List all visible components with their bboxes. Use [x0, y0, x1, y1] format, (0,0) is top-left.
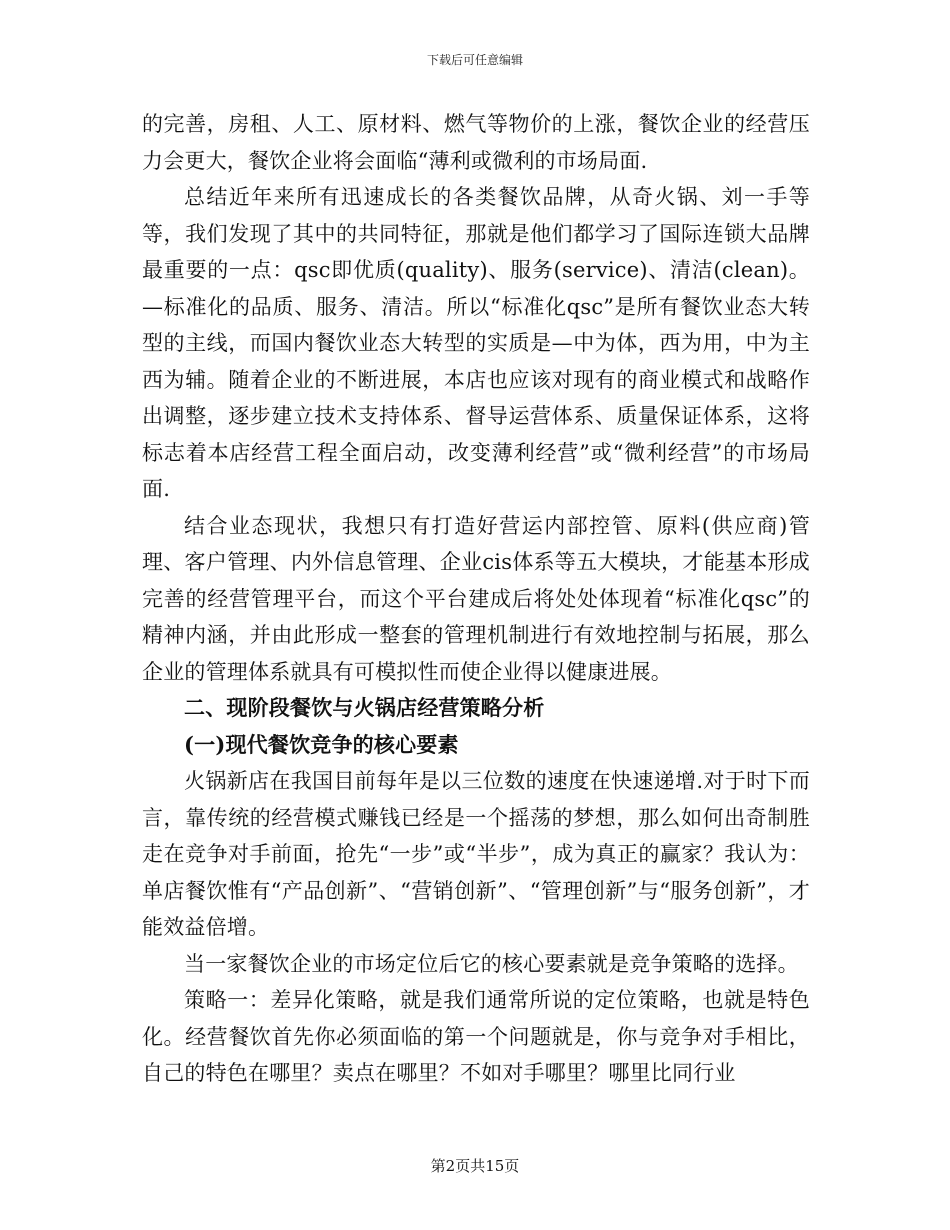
paragraph-4: 火锅新店在我国目前每年是以三位数的速度在快速递增.对于时下而言，靠传统的经营模式赚钱已经是一个摇荡的梦想，那么如何出奇制胜走在竞争对手前面，抢先“一步”或“半步”，成为真正的赢家？我认为：单店餐饮惟有“产品创新”、“营销创新”、“管理创新”与“服务创新”，才能效益倍增。	[142, 769, 810, 939]
section-heading: 二、现阶段餐饮与火锅店经营策略分析	[184, 695, 545, 720]
page-header: 下载后可任意编辑	[426, 53, 523, 67]
paragraph-6: 策略一：差异化策略，就是我们通常所说的定位策略，也就是特色化。经营餐饮首先你必须面临的第一个问题就是，你与竞争对手相比，自己的特色在哪里？卖点在哪里？不如对手哪里？哪里比同行业	[142, 988, 810, 1085]
document-body	[142, 106, 810, 1092]
page-footer: 第2页共15页	[430, 1157, 520, 1175]
paragraph-5: 当一家餐饮企业的市场定位后它的核心要素就是竞争策略的选择。	[184, 951, 799, 976]
paragraph-1: 的完善，房租、人工、原材料、燃气等物价的上涨，餐饮企业的经营压力会更大，餐饮企业将会面临“薄利或微利的市场局面.	[142, 112, 810, 173]
paragraph-2: 总结近年来所有迅速成长的各类餐饮品牌，从奇火锅、刘一手等等，我们发现了其中的共同特征，那就是他们都学习了国际连锁大品牌最重要的一点：qsc即优质(quality)、服务(service)、清洁(clean)。—标准化的品质、服务、清洁。所以“标准化qsc”是所有餐饮业态大转型的主线，而国内餐饮业态大转型的实质是—中为体，西为用，中为主西为辅。随着企业的不断进展，本店也应该对现有的商业模式和战略作出调整，逐步建立技术支持体系、督导运营体系、质量保证体系，这将标志着本店经营工程全面启动，改变薄利经营”或“微利经营”的市场局面.	[142, 185, 810, 501]
paragraph-3: 结合业态现状，我想只有打造好营运内部控管、原料(供应商)管理、客户管理、内外信息管理、企业cis体系等五大模块，才能基本形成完善的经营管理平台，而这个平台建成后将处处体现着“标准化qsc”的精神内涵，并由此形成一整套的管理机制进行有效地控制与拓展，那么企业的管理体系就具有可模拟性而使企业得以健康进展。	[142, 513, 810, 684]
subsection-heading: (一)现代餐饮竞争的核心要素	[184, 731, 459, 757]
